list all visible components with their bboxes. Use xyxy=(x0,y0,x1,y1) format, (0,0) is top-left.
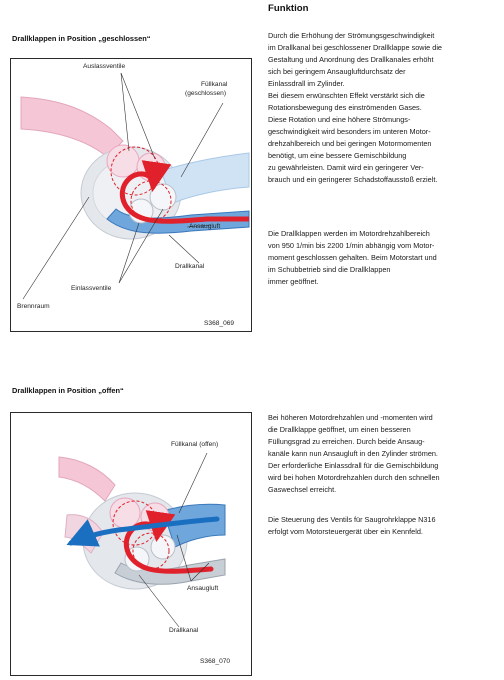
label-ansaugluft: Ansaugluft xyxy=(189,223,221,230)
paragraph-4 xyxy=(268,514,496,538)
figure-1-illustration xyxy=(11,59,251,331)
label-fuellkanal-line2: (geschlossen) xyxy=(185,90,227,97)
text-line: Der erforderliche Einlassdrall für die Gemischbildung xyxy=(268,461,439,470)
paragraph-2 xyxy=(268,228,496,288)
text-line: moment geschlossen gehalten. Beim Motorstart und xyxy=(268,253,437,262)
section-heading: Funktion xyxy=(268,3,309,14)
text-line: wird bei hohen Motordrehzahlen durch den schnellen xyxy=(268,473,440,482)
text-line: Diese Rotation und eine höhere Strömungs- xyxy=(268,115,411,124)
text-line: Die Steuerung des Ventils für Saugrohrklappe N316 xyxy=(268,515,436,524)
label-fuellkanal-offen: Füllkanal (offen) xyxy=(171,441,219,448)
figure-2-diagram xyxy=(10,412,252,676)
label-brennraum: Brennraum xyxy=(17,303,50,310)
text-line: Füllungsgrad zu erreichen. Durch beide Ansaug- xyxy=(268,437,425,446)
text-line: Gestaltung und Anordnung des Drallkanales erhöht xyxy=(268,55,434,64)
figure-2-caption: Drallklappen in Position „offen“ xyxy=(12,386,124,395)
label-drallkanal: Drallkanal xyxy=(175,263,205,270)
text-line: die Drallklappe geöffnet, um einen besseren xyxy=(268,425,411,434)
text-line: sich bei geringem Ansaugluftdurchsatz der xyxy=(268,67,406,76)
label-auslassventile: Auslassventile xyxy=(83,63,126,70)
text-line: im Drallkanal bei geschlossener Drallklappe sowie die xyxy=(268,43,442,52)
figure-1-code: S368_069 xyxy=(204,320,235,327)
figure-2-illustration xyxy=(11,413,251,675)
paragraph-1 xyxy=(268,30,496,186)
text-line: zu gewährleisten. Damit wird ein geringerer Ver- xyxy=(268,163,424,172)
text-line: Bei diesem erwünschten Effekt verstärkt sich die xyxy=(268,91,425,100)
figure-1-diagram xyxy=(10,58,252,332)
text-line: Rotationsbewegung des einströmenden Gases. xyxy=(268,103,422,112)
label-drallkanal-2: Drallkanal xyxy=(169,627,199,634)
text-line: benötigt, um eine bessere Gemischbildung xyxy=(268,151,407,160)
text-line: Bei höheren Motordrehzahlen und -momenten wird xyxy=(268,413,433,422)
figure-2-code: S368_070 xyxy=(200,658,231,665)
label-einlassventile: Einlassventile xyxy=(71,285,112,292)
text-line: Einlassdrall im Zylinder. xyxy=(268,79,345,88)
label-ansaugluft-2: Ansaugluft xyxy=(187,585,219,592)
text-line: drehzahlbereich und bei geringen Motormomenten xyxy=(268,139,432,148)
paragraph-3 xyxy=(268,412,496,496)
text-line: geschwindigkeit wird besonders im unteren Motor- xyxy=(268,127,431,136)
text-line: erfolgt vom Motorsteuergerät über ein Kennfeld. xyxy=(268,527,423,536)
text-line: im Schubbetrieb sind die Drallklappen xyxy=(268,265,391,274)
text-line: Gaswechsel erreicht. xyxy=(268,485,337,494)
text-line: immer geöffnet. xyxy=(268,277,319,286)
label-fuellkanal-line1: Füllkanal xyxy=(201,81,228,88)
text-line: Die Drallklappen werden im Motordrehzahlbereich xyxy=(268,229,430,238)
text-line: brauch und ein geringerer Schadstoffausstoß erzielt. xyxy=(268,175,438,184)
text-line: von 950 1/min bis 2200 1/min abhängig vom Motor- xyxy=(268,241,435,250)
text-line: kanäle kann nun Ansaugluft in den Zylinder strömen. xyxy=(268,449,438,458)
figure-1-caption: Drallklappen in Position „geschlossen“ xyxy=(12,34,151,43)
text-line: Durch die Erhöhung der Strömungsgeschwindigkeit xyxy=(268,31,435,40)
